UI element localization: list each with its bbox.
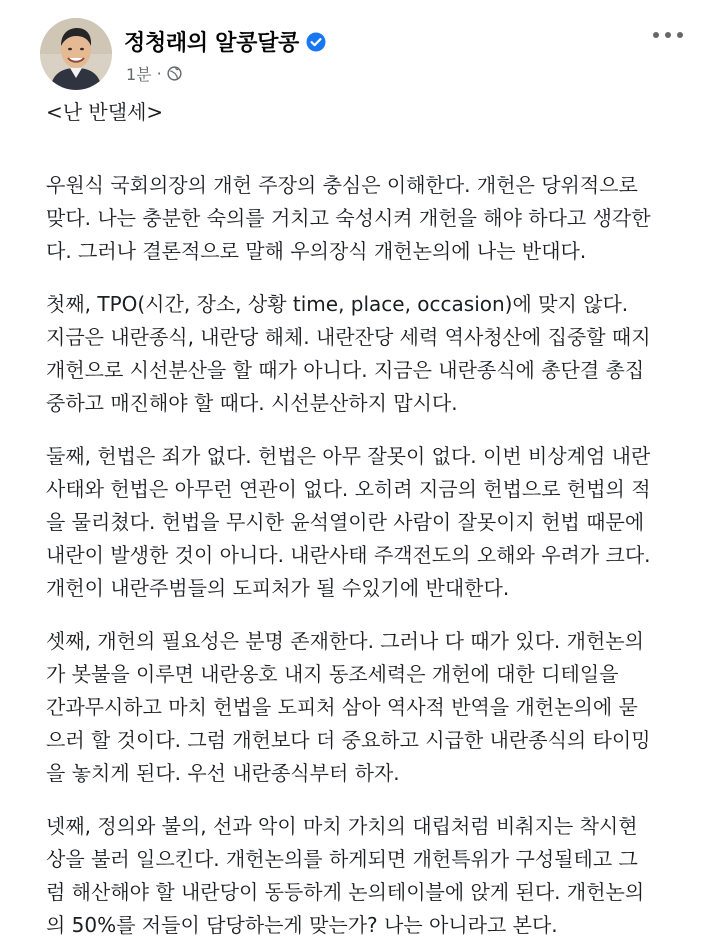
post-title: <난 반댈세> (46, 100, 164, 124)
author-portrait-icon (40, 18, 112, 90)
paragraph-third: 셋째, 개헌의 필요성은 분명 존재한다. 그러나 다 때가 있다. 개헌논의 가 봇불을 이루면 내란옹호 내지 동조세력은 개헌에 대한 디테일을 간과무시하고 마치 헌법을 도피처 삼아 역사적 반역을 개헌논의에 묻 으러 할 것이다. 그럼 개헌보다 더 중요하고 시급한 내란종식의 타이밍 을 놓치게 된다. 우선 내란종식부터 하자. (46, 629, 651, 785)
author-name[interactable]: 정청래의 알콩달콩 (124, 31, 299, 56)
more-options-icon (652, 31, 684, 39)
post-body (46, 96, 696, 942)
post-timestamp[interactable]: 1분 (126, 65, 152, 84)
paragraph-second: 둘째, 헌법은 죄가 없다. 헌법은 아무 잘못이 없다. 이번 비상계엄 내란 사태와 헌법은 아무런 연관이 없다. 오히려 지금의 헌법으로 헌법의 적 을 물리쳤다. 헌법을 무시한 윤석열이란 사람이 잘못이지 헌법 때문에 내란이 발생한 것이 아니다. 내란사태 주객전도의 오해와 우려가 크다. 개헌이 내란주범들의 도피처가 될 수있기에 반대한다. (46, 444, 651, 600)
globe-icon[interactable] (167, 66, 182, 81)
post-meta (126, 62, 182, 85)
paragraph-fourth: 넷째, 정의와 불의, 선과 악이 마치 가치의 대립처럼 비춰지는 착시현 상을 불러 일으킨다. 개헌논의를 하게되면 개헌특위가 구성될테고 그 럼 해산해야 할 내란당이 동등하게 논의테이블에 앉게 된다. 개헌논의 의 50%를 저들이 담당하는게 맞는가? 나는 아니라고 본다. (46, 814, 645, 937)
author-avatar[interactable] (40, 18, 112, 90)
post-header (40, 18, 690, 92)
paragraph-first: 첫째, TPO(시간, 장소, 상황 time, place, occasion)에 맞지 않다. 지금은 내란종식, 내란당 해체. 내란잔당 세력 역사청산에 집중할 때지 개헌으로 시선분산을 할 때가 아니다. 지금은 내란종식에 총단결 총집 중하고 매진해야 할 때다. 시선분산하지 맙시다. (46, 292, 651, 415)
more-options-button[interactable] (646, 22, 690, 48)
paragraph-intro: 우원식 국회의장의 개헌 주장의 충심은 이해한다. 개헌은 당위적으로 맞다. 나는 충분한 숙의를 거치고 숙성시켜 개헌을 해야 하다고 생각한 다. 그러나 결론적으로 말해 우의장식 개헌논의에 나는 반대다. (46, 173, 651, 263)
author-row (124, 26, 326, 57)
verified-badge-icon (306, 32, 326, 52)
meta-separator: · (156, 64, 162, 83)
